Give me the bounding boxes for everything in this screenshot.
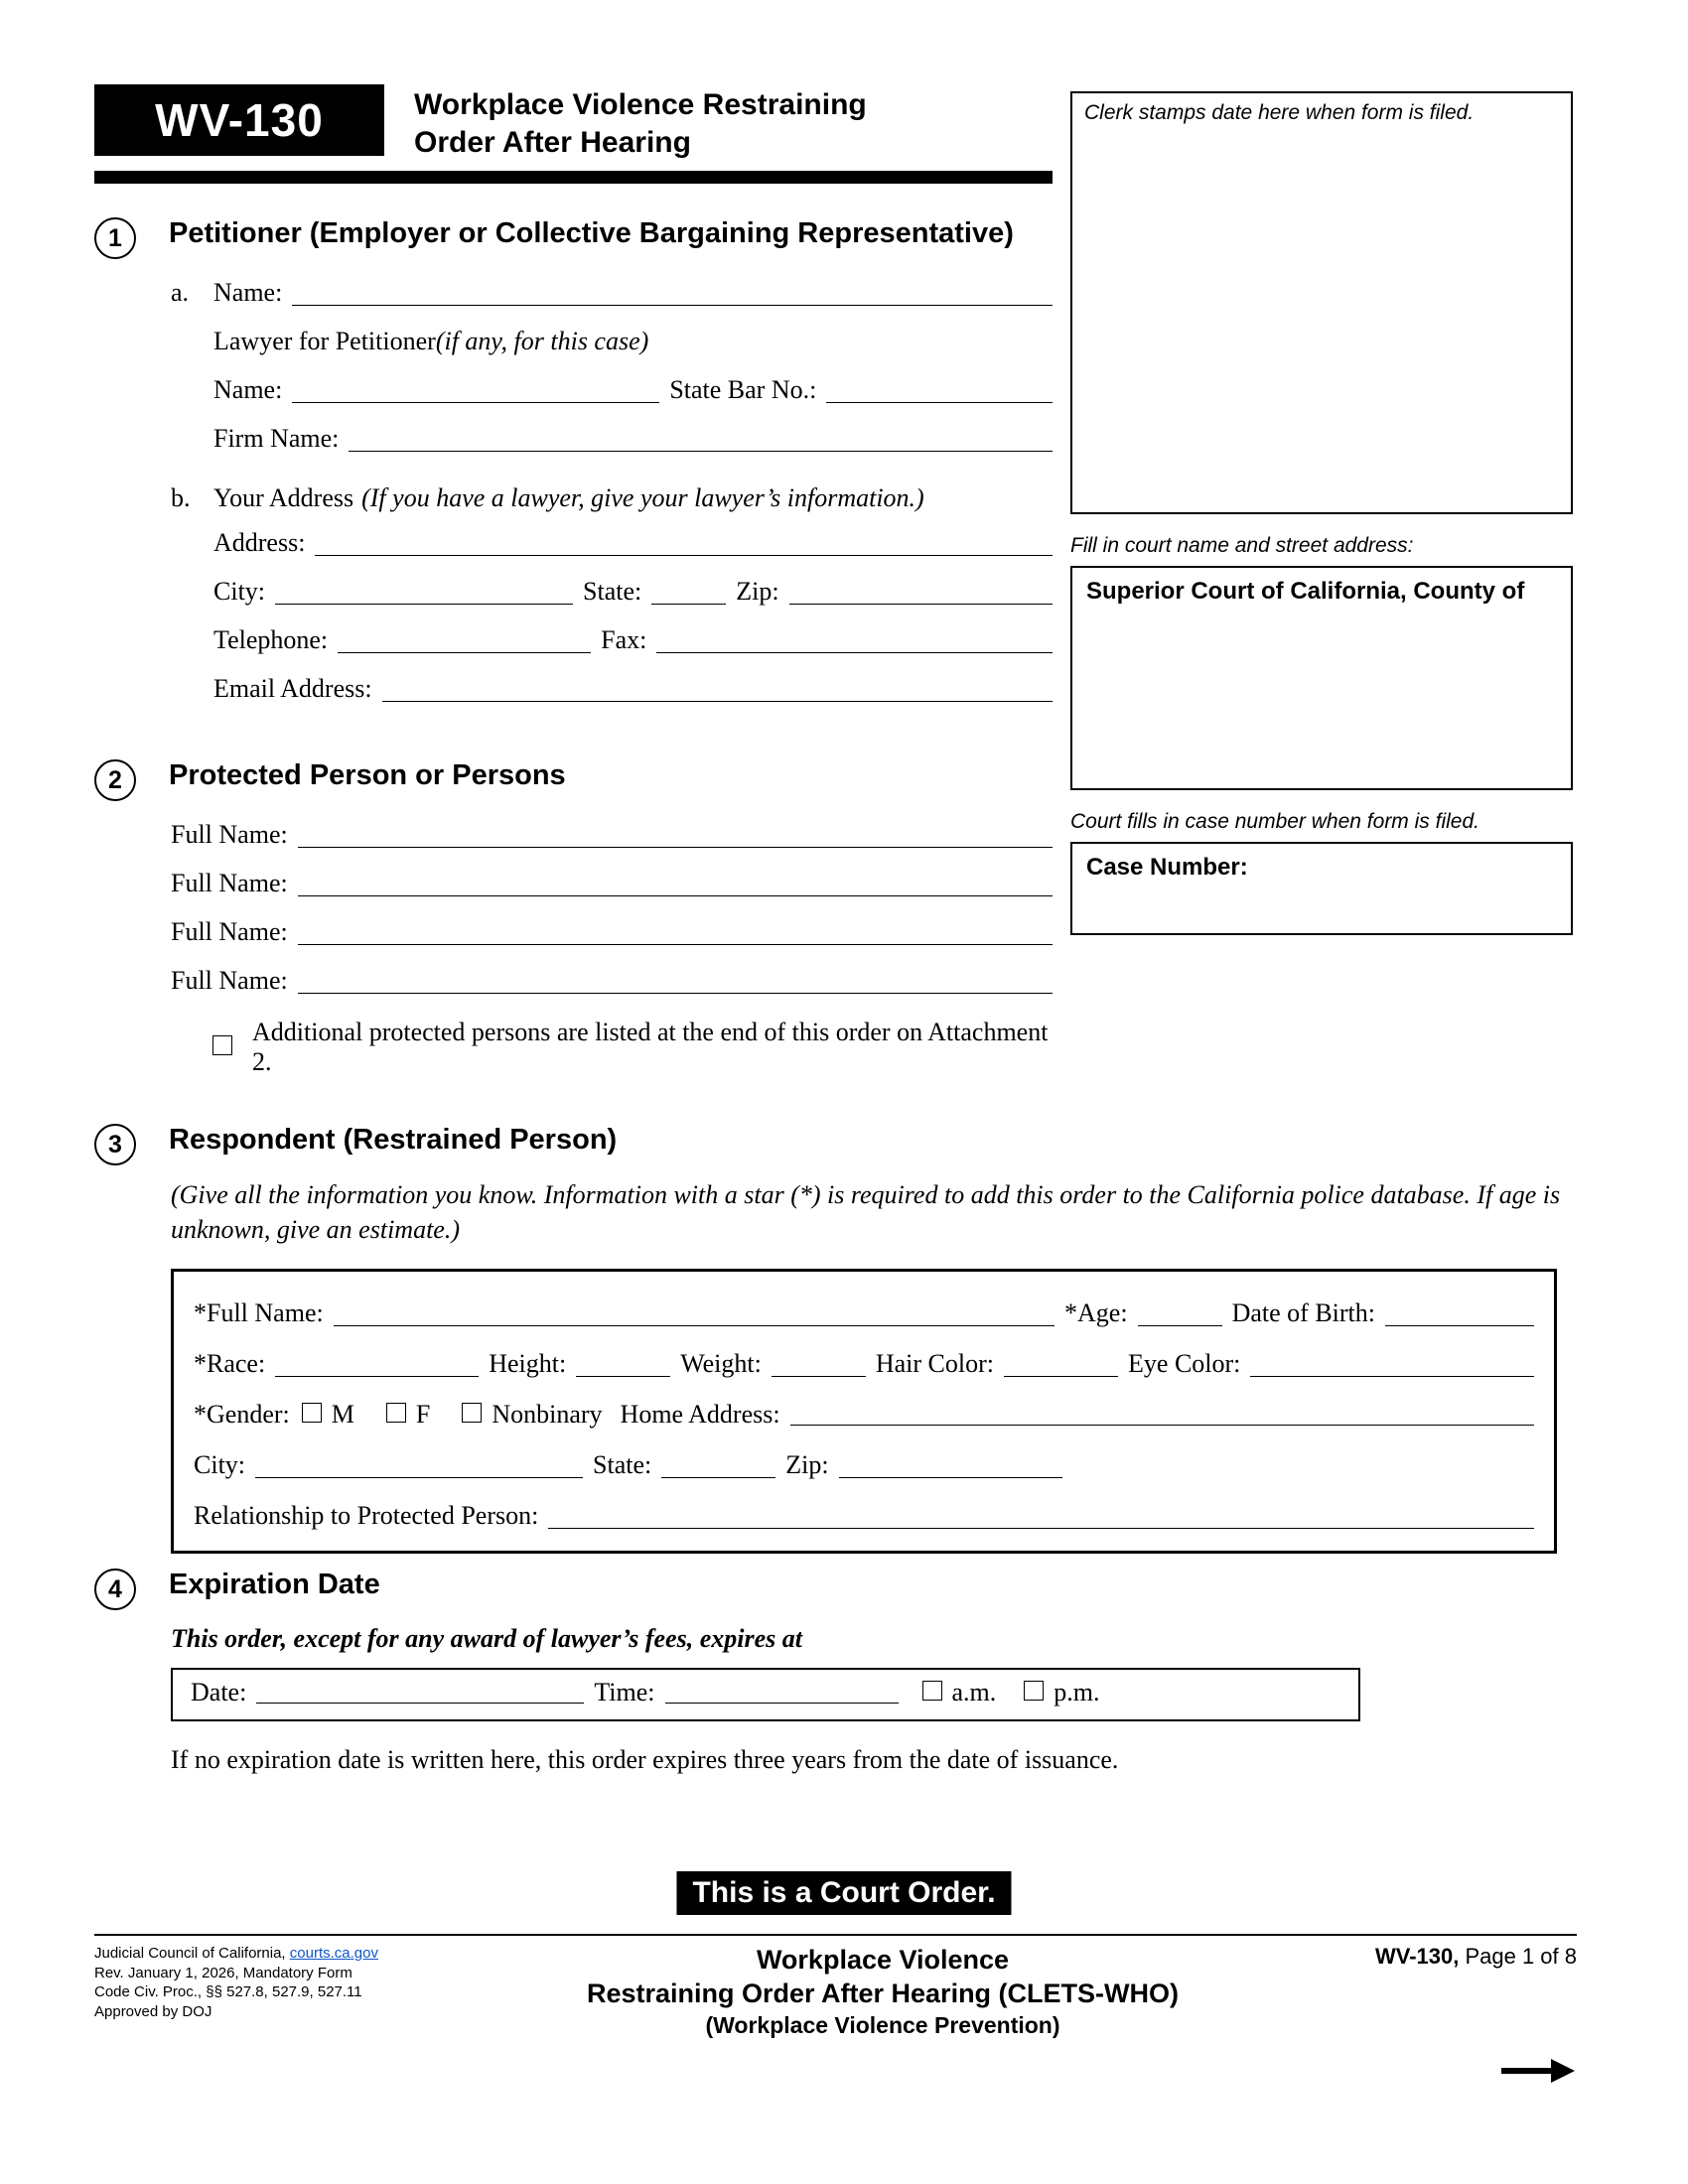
eye-color-label: Eye Color: (1128, 1349, 1241, 1379)
footer-revision: Rev. January 1, 2026, Mandatory Form (94, 1964, 352, 1981)
respondent-state-label: State: (593, 1450, 652, 1480)
respondent-description-row (194, 1349, 1534, 1379)
form-number: WV-130 (155, 94, 324, 146)
fax-line[interactable] (656, 629, 1053, 653)
protected-person-name-row (171, 917, 1053, 947)
telephone-fax-row (213, 625, 1053, 655)
footer-page-number (1343, 1944, 1577, 1970)
telephone-label: Telephone: (213, 625, 329, 654)
section4-title: Expiration Date (169, 1569, 380, 1600)
address-row (213, 528, 1053, 558)
footer (94, 1934, 1577, 2040)
city-label: City: (213, 577, 266, 606)
footer-title-line3: (Workplace Violence Prevention) (705, 2011, 1060, 2038)
case-number-note: Court fills in case number when form is filed. (1070, 810, 1479, 833)
city-state-zip-row (213, 577, 1053, 607)
section-protected-persons (94, 757, 1053, 1077)
respondent-state-line[interactable] (661, 1454, 775, 1478)
full-name-label: Full Name: (171, 820, 288, 849)
age-label: *Age: (1064, 1298, 1128, 1328)
height-label: Height: (489, 1349, 567, 1379)
footer-form-name (422, 1944, 1343, 2040)
gender-nonbinary-checkbox[interactable] (462, 1403, 482, 1423)
lawyer-name-label: Name: (213, 375, 283, 404)
footer-page-text: Page 1 of 8 (1459, 1944, 1577, 1969)
footer-council-line (94, 1944, 422, 1964)
footer-title-line2: Restraining Order After Hearing (CLETS-WHO) (586, 1978, 1180, 2008)
case-number-box[interactable] (1070, 842, 1573, 935)
gender-f-label: F (415, 1400, 431, 1430)
section2-title: Protected Person or Persons (169, 759, 566, 791)
section3-title: Respondent (Restrained Person) (169, 1124, 618, 1156)
courts-ca-gov-link[interactable]: courts.ca.gov (289, 1945, 378, 1962)
section1-title: Petitioner (Employer or Collective Bargaining Representative) (169, 217, 1014, 249)
hair-color-label: Hair Color: (875, 1349, 995, 1379)
address-label: Address: (213, 528, 306, 557)
lawyer-name-line[interactable] (292, 379, 659, 403)
form-title-line1: Workplace Violence Restraining (414, 88, 867, 121)
expiration-lead: This order, except for any award of lawyer’s fees, expires at (171, 1624, 802, 1653)
gender-nonbinary-label: Nonbinary (492, 1400, 603, 1430)
form-number-badge (94, 84, 384, 156)
zip-line[interactable] (789, 581, 1053, 605)
form-title (414, 84, 867, 161)
section1-number: 1 (94, 217, 136, 259)
state-label: State: (583, 577, 642, 606)
respondent-full-name-label: *Full Name: (194, 1298, 324, 1328)
footer-council-text: Judicial Council of California, (94, 1945, 290, 1962)
form-title-line2: Order After Hearing (414, 125, 691, 159)
pm-checkbox[interactable] (1024, 1681, 1044, 1701)
lawyer-name-row (213, 375, 1053, 405)
gender-m-label: M (331, 1400, 354, 1430)
item-a-marker: a. (171, 278, 190, 307)
attachment2-row (171, 1018, 1053, 1077)
fax-label: Fax: (601, 625, 647, 654)
right-panel (1070, 91, 1573, 935)
gender-label: *Gender: (194, 1400, 290, 1430)
form-header (94, 84, 1053, 161)
city-line[interactable] (275, 581, 573, 605)
am-checkbox[interactable] (922, 1681, 942, 1701)
expiration-date-label: Date: (191, 1678, 247, 1706)
state-bar-line[interactable] (826, 379, 1053, 403)
eye-color-line[interactable] (1250, 1353, 1534, 1377)
next-page-arrow-icon (1499, 2053, 1577, 2094)
gender-home-address-row (194, 1400, 1534, 1430)
footer-title-line1: Workplace Violence (756, 1945, 1010, 1975)
full-name-label: Full Name: (171, 917, 288, 946)
respondent-city-label: City: (194, 1450, 246, 1480)
section3-number: 3 (94, 1124, 136, 1165)
relationship-label: Relationship to Protected Person: (194, 1501, 539, 1531)
attachment2-note: Additional protected persons are listed at the end of this order on Attachment 2. (252, 1018, 1049, 1076)
court-address-note: Fill in court name and street address: (1070, 534, 1414, 557)
expiration-box (171, 1668, 1360, 1721)
expiration-time-line[interactable] (665, 1680, 899, 1704)
height-line[interactable] (576, 1353, 670, 1377)
protected-person-name-row (171, 820, 1053, 850)
expiration-note: If no expiration date is written here, this order expires three years from the date of issuance. (171, 1745, 1119, 1774)
court-order-banner: This is a Court Order. (676, 1871, 1011, 1915)
section-petitioner (94, 215, 1053, 704)
attachment2-checkbox[interactable] (212, 1035, 232, 1055)
zip-label: Zip: (736, 577, 779, 606)
respondent-zip-label: Zip: (785, 1450, 829, 1480)
home-address-line[interactable] (790, 1402, 1534, 1426)
lawyer-heading-row (213, 327, 1053, 356)
home-address-label: Home Address: (620, 1400, 780, 1430)
footer-doj: Approved by DOJ (94, 2002, 212, 2020)
dob-line[interactable] (1385, 1302, 1534, 1326)
hair-color-line[interactable] (1004, 1353, 1118, 1377)
respondent-full-name-line[interactable] (334, 1302, 1055, 1326)
state-bar-label: State Bar No.: (669, 375, 817, 404)
expiration-row (191, 1678, 1340, 1707)
section3-instructions: (Give all the information you know. Information with a star (*) is required to add this order to the California police database. If age is unknown, give an estimate.) (171, 1180, 1561, 1245)
footer-form-number: WV-130, (1374, 1944, 1460, 1969)
protected-person-name-row (171, 869, 1053, 898)
race-line[interactable] (275, 1353, 479, 1377)
protected-name-line-4[interactable] (298, 970, 1053, 994)
protected-person-name-row (171, 966, 1053, 996)
address-line[interactable] (315, 532, 1053, 556)
expiration-time-label: Time: (594, 1678, 655, 1706)
petitioner-name-line[interactable] (292, 282, 1053, 306)
lawyer-label-italic: (if any, for this case) (435, 327, 649, 355)
dob-label: Date of Birth: (1231, 1298, 1375, 1328)
section4-number: 4 (94, 1569, 136, 1610)
email-line[interactable] (382, 678, 1053, 702)
footer-code-cite: Code Civ. Proc., §§ 527.8, 527.9, 527.11 (94, 1983, 362, 2000)
firm-name-row (213, 424, 1053, 454)
respondent-city-row (194, 1450, 1534, 1480)
case-number-label: Case Number: (1086, 854, 1248, 881)
section-respondent (94, 1122, 1561, 1554)
state-line[interactable] (651, 581, 726, 605)
respondent-info-box (171, 1269, 1557, 1554)
protected-name-line-3[interactable] (298, 921, 1053, 945)
court-name: Superior Court of California, County of (1086, 578, 1525, 605)
footer-left (94, 1944, 422, 2021)
respondent-zip-line[interactable] (839, 1454, 1062, 1478)
email-label: Email Address: (213, 674, 372, 703)
protected-name-line-2[interactable] (298, 873, 1053, 896)
protected-name-line-1[interactable] (298, 824, 1053, 848)
your-address-row (171, 483, 1053, 513)
weight-line[interactable] (772, 1353, 866, 1377)
clerk-stamp-box (1070, 91, 1573, 514)
relationship-line[interactable] (548, 1505, 1534, 1529)
email-row (213, 674, 1053, 704)
relationship-row (194, 1501, 1534, 1531)
petitioner-name-label: Name: (213, 278, 283, 307)
your-address-label-italic: (If you have a lawyer, give your lawyer’s information.) (361, 483, 924, 512)
full-name-label: Full Name: (171, 869, 288, 897)
header-divider (94, 171, 1053, 184)
item-b-marker: b. (171, 483, 191, 512)
petitioner-name-row (171, 278, 1053, 308)
court-name-box[interactable] (1070, 566, 1573, 790)
age-line[interactable] (1138, 1302, 1222, 1326)
race-label: *Race: (194, 1349, 266, 1379)
gender-m-checkbox[interactable] (302, 1403, 322, 1423)
respondent-name-row (194, 1298, 1534, 1328)
telephone-line[interactable] (338, 629, 591, 653)
left-column (94, 84, 1053, 1077)
section-expiration (94, 1567, 1557, 1775)
lawyer-label: Lawyer for Petitioner (213, 327, 436, 355)
firm-name-line[interactable] (349, 428, 1053, 452)
pm-label: p.m. (1054, 1678, 1100, 1706)
weight-label: Weight: (680, 1349, 762, 1379)
am-label: a.m. (951, 1678, 997, 1706)
respondent-city-line[interactable] (255, 1454, 583, 1478)
gender-f-checkbox[interactable] (386, 1403, 406, 1423)
clerk-stamp-note: Clerk stamps date here when form is filed. (1084, 101, 1475, 124)
full-name-label: Full Name: (171, 966, 288, 995)
section2-number: 2 (94, 759, 136, 801)
firm-name-label: Firm Name: (213, 424, 340, 453)
your-address-label: Your Address (213, 483, 354, 512)
expiration-date-line[interactable] (256, 1680, 584, 1704)
